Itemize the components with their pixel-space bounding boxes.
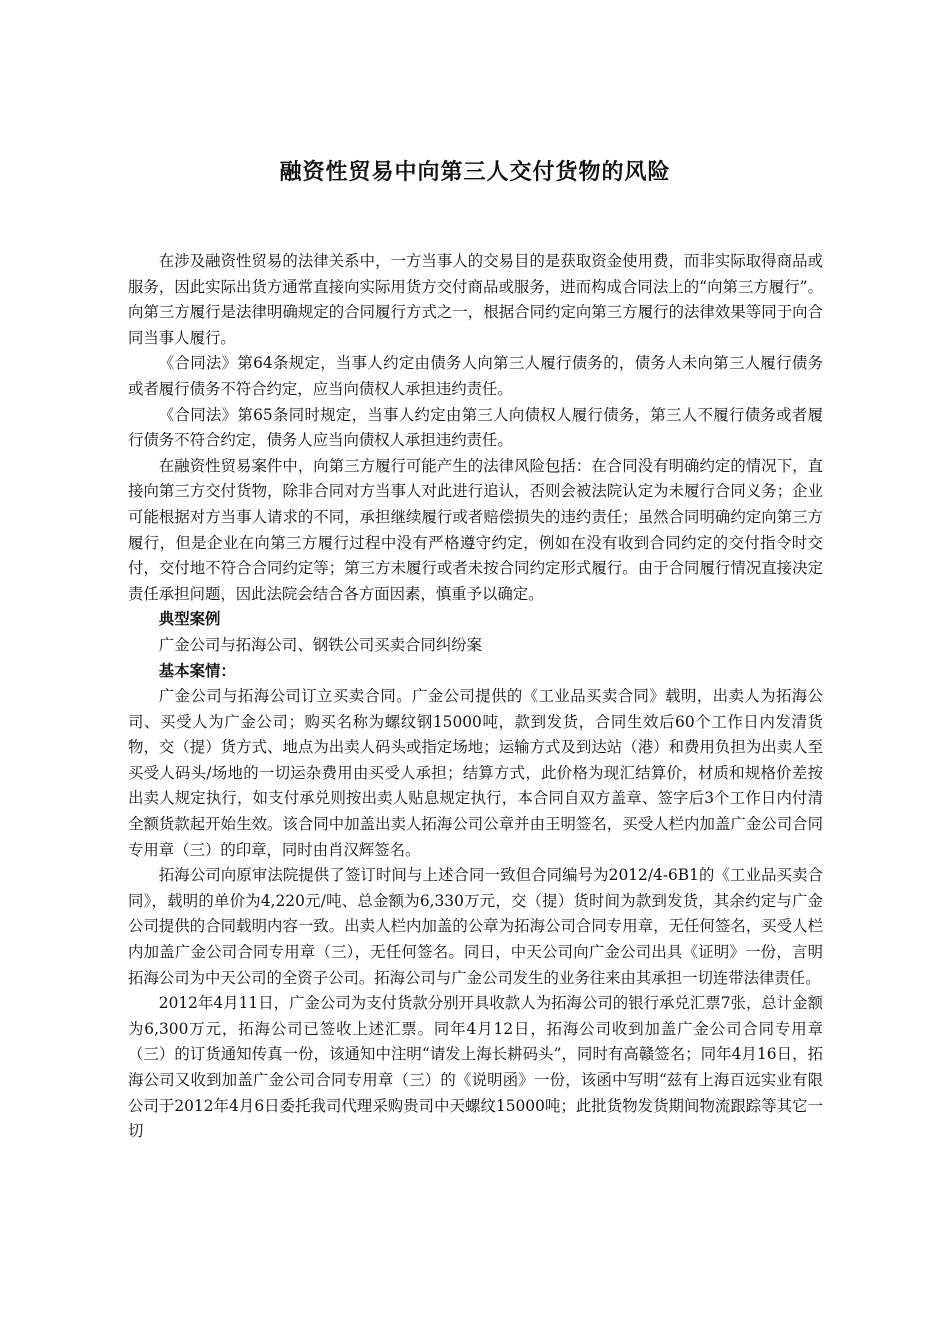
section-heading-typical-case: 典型案例 <box>158 610 221 629</box>
paragraph-contract: 广金公司与拓海公司订立买卖合同。广金公司提供的《工业品买卖合同》载明，出卖人为拓海公司、买受人为广金公司；购买名称为螺纹钢15000吨，款到发货，合同生效后60个工作日内发清货物，交（提）货方式、地点为出卖人码头或指定场地；运输方式及到达站（港）和费用负担为出卖人至买受人码头/场地的一切运杂费用由买受人承担；结算方式，此价格为现汇结算价，材质和规格价差按出卖人规定执行，如支付承兑则按出卖人贴息规定执行，本合同自双方盖章、签字后3个工作日内付清全额货款起开始生效。该合同中加盖出卖人拓海公司公章并由王明签名，买受人栏内加盖广金公司合同专用章（三）的印章，同时由肖汉辉签名。 <box>128 687 823 859</box>
paragraph-intro: 在涉及融资性贸易的法律关系中，一方当事人的交易目的是获取资金使用费，而非实际取得商品或服务，因此实际出货方通常直接向实际用货方交付商品或服务，进而构成合同法上的“向第三方履行”。向第三方履行是法律明确规定的合同履行方式之一，根据合同约定向第三方履行的法律效果等同于向合同当事人履行。 <box>128 252 823 347</box>
paragraph-legal-risks: 在融资性贸易案件中，向第三方履行可能产生的法律风险包括：在合同没有明确约定的情况下，直接向第三方交付货物，除非合同对方当事人对此进行追认，否则会被法院认定为未履行合同义务；企业可能根据对方当事人请求的不同，承担继续履行或者赔偿损失的违约责任；虽然合同明确约定向第三方履行，但是企业在向第三方履行过程中没有严格遵守约定，例如在没有收到合同约定的交付指令时交付，交付地不符合合同约定等；第三方未履行或者未按合同约定形式履行。由于合同履行情况直接决定责任承担问题，因此法院会结合各方面因素，慎重予以确定。 <box>128 456 823 603</box>
document-title: 融资性贸易中向第三人交付货物的风险 <box>279 159 671 185</box>
case-name: 广金公司与拓海公司、钢铁公司买卖合同纠纷案 <box>158 635 483 654</box>
paragraph-evidence: 拓海公司向原审法院提供了签订时间与上述合同一致但合同编号为2012/4-6B1的《工业品买卖合同》，载明的单价为4,220元/吨、总金额为6,330万元，交（提）货时间为款到发货，其余约定与广金公司提供的合同载明内容一致。出卖人栏内加盖的公章为拓海公司合同专用章，无任何签名，买受人栏内加盖广金公司合同专用章（三），无任何签名。同日，中天公司向广金公司出具《证明》一份，言明拓海公司为中天公司的全资子公司。拓海公司与广金公司发生的业务往来由其承担一切连带法律责任。 <box>128 866 823 987</box>
paragraph-article-65: 《合同法》第65条同时规定，当事人约定由第三人向债权人履行债务，第三人不履行债务或者履行债务不符合约定，债务人应当向债权人承担违约责任。 <box>128 405 823 450</box>
document-body <box>128 249 823 1145</box>
paragraph-article-64: 《合同法》第64条规定，当事人约定由债务人向第三人履行债务的，债务人未向第三人履行债务或者履行债务不符合约定，应当向债权人承担违约责任。 <box>128 354 823 398</box>
paragraph-payment: 2012年4月11日，广金公司为支付货款分别开具收款人为拓海公司的银行承兑汇票7张，总计金额为6,300万元，拓海公司已签收上述汇票。同年4月12日，拓海公司收到加盖广金公司合同专用章（三）的订货通知传真一份，该通知中注明“请发上海长耕码头”，同时有高赣签名；同年4月16日，拓海公司又收到加盖广金公司合同专用章（三）的《说明函》一份，该函中写明“兹有上海百远实业有限公司于2012年4月6日委托我司代理采购贵司中天螺纹15000吨；此批货物发货期间物流跟踪等其它一切 <box>128 994 823 1141</box>
section-heading-basic-facts: 基本案情： <box>158 661 236 680</box>
